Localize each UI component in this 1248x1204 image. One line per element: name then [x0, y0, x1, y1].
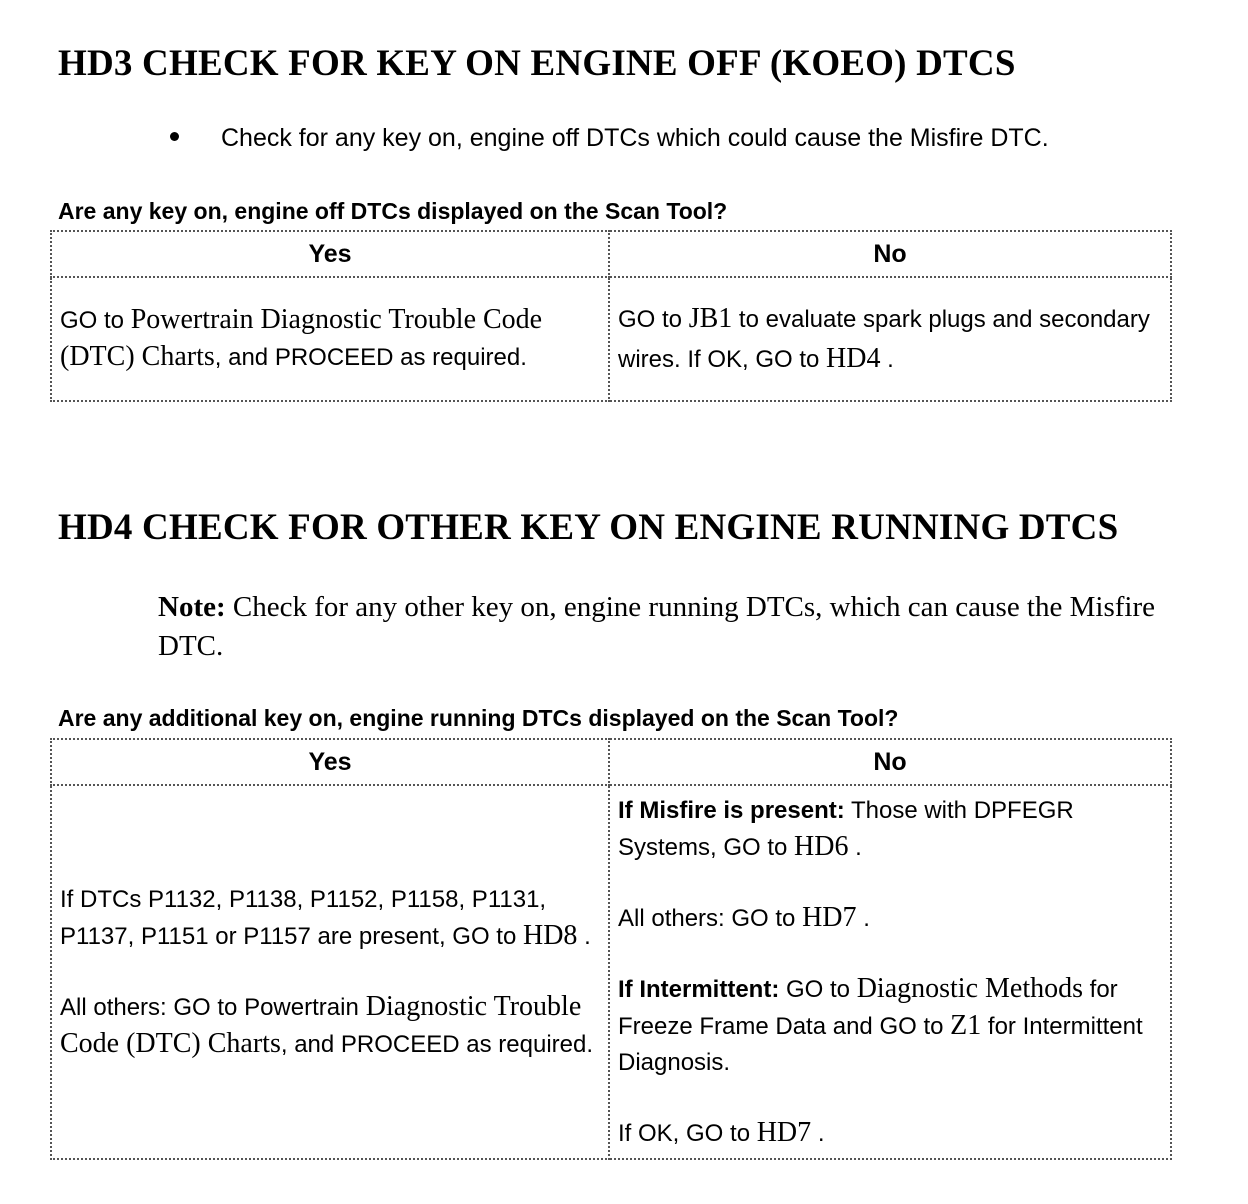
- hd3-no-cell: [609, 277, 1171, 401]
- text-span: If DTCs P1132, P1138, P1152, P1158, P1131, P1137, P1151 or P1157 are present, GO to: [60, 885, 547, 950]
- text-span: to evaluate spark plugs and secondary wires. If OK, GO to: [618, 306, 1150, 373]
- z1-link[interactable]: Z1: [950, 1009, 982, 1041]
- text-span: All others: GO to: [618, 904, 803, 932]
- hd4-table: [50, 738, 1172, 1160]
- hd3-bullet-text: Check for any key on, engine off DTCs which could cause the Misfire DTC.: [221, 124, 1049, 152]
- intermittent-label: If Intermittent:: [618, 975, 780, 1003]
- text-span: , and PROCEED as required.: [280, 1030, 593, 1058]
- dtc-charts-text: Diagnostic Trouble Code (DTC) Charts: [60, 990, 582, 1059]
- table-header-row: [51, 231, 1171, 277]
- hd3-title: HD3 CHECK FOR KEY ON ENGINE OFF (KOEO) DTCS: [58, 43, 1016, 84]
- hd4-yes-para-1: [60, 882, 600, 955]
- text-span: GO to: [60, 307, 131, 334]
- powertrain-link[interactable]: Powertrain: [130, 304, 254, 335]
- table-row: [51, 785, 1171, 1159]
- hd4-title: HD4 CHECK FOR OTHER KEY ON ENGINE RUNNING DTCS: [58, 507, 1119, 548]
- note-label: Note:: [158, 591, 226, 623]
- text-span: for Intermittent Diagnosis.: [618, 1012, 1143, 1076]
- hd4-question: Are any additional key on, engine running DTCs displayed on the Scan Tool?: [58, 705, 899, 731]
- hd6-link[interactable]: HD6: [794, 830, 849, 862]
- hd3-yes-header: Yes: [51, 231, 609, 277]
- hd3-question: Are any key on, engine off DTCs displayed on the Scan Tool?: [58, 198, 728, 224]
- text-span: If OK, GO to: [618, 1119, 757, 1147]
- hd8-link[interactable]: HD8: [522, 919, 578, 951]
- text-span: GO to: [618, 306, 689, 333]
- hd4-yes-cell: [51, 785, 609, 1159]
- text-span: .: [577, 922, 591, 950]
- hd3-table: [50, 230, 1172, 402]
- hd3-no-header: No: [609, 231, 1171, 277]
- hd4-no-para-2: [618, 900, 1162, 937]
- jb1-link[interactable]: JB1: [688, 303, 733, 334]
- dtc-charts-text: Diagnostic Trouble Code (DTC) Charts: [60, 304, 543, 372]
- hd4-link[interactable]: HD4: [826, 343, 881, 374]
- misfire-label: If Misfire is present:: [618, 796, 845, 824]
- hd4-no-para-1: [618, 793, 1162, 866]
- text-span: , and PROCEED as required.: [214, 344, 527, 371]
- hd4-note: [158, 588, 1218, 666]
- diagnostic-methods-link[interactable]: Diagnostic Methods: [856, 972, 1083, 1004]
- hd3-bullet: [170, 124, 1049, 153]
- text-span: GO to: [779, 975, 857, 1003]
- table-header-row: [51, 739, 1171, 785]
- hd4-no-para-3: [618, 971, 1162, 1081]
- hd4-no-header: No: [609, 739, 1171, 785]
- text-span: .: [848, 833, 862, 861]
- hd7-link[interactable]: HD7: [756, 1116, 812, 1148]
- text-span: .: [811, 1119, 825, 1147]
- text-span: Those with DPFEGR Systems, GO to: [618, 796, 1074, 861]
- hd4-yes-header: Yes: [51, 739, 609, 785]
- hd7-link[interactable]: HD7: [802, 901, 857, 933]
- text-span: for Freeze Frame Data and GO to: [618, 975, 1118, 1040]
- bullet-dot-icon: [170, 132, 179, 141]
- hd4-no-para-4: [618, 1115, 1162, 1152]
- text-span: .: [880, 346, 894, 373]
- text-span: .: [856, 904, 870, 932]
- table-row: [51, 277, 1171, 401]
- hd4-yes-para-2: [60, 989, 600, 1063]
- note-text: Check for any other key on, engine running DTCs, which can cause the Misfire DTC.: [158, 591, 1155, 662]
- text-span: All others: GO to: [60, 993, 245, 1021]
- hd4-no-cell: [609, 785, 1171, 1159]
- powertrain-link[interactable]: Powertrain: [244, 993, 359, 1021]
- hd3-yes-cell: [51, 277, 609, 401]
